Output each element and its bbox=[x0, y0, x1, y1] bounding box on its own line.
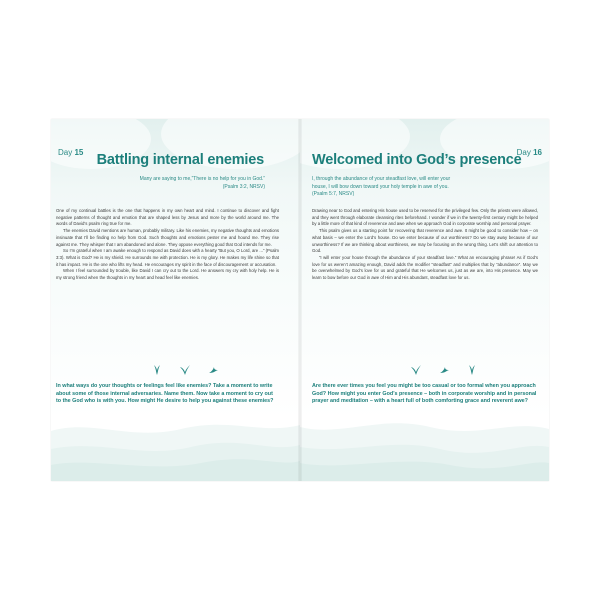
day-number: 16 bbox=[533, 148, 542, 157]
book-gutter bbox=[298, 119, 302, 481]
birds-ornament bbox=[151, 364, 241, 378]
body-text bbox=[312, 208, 538, 282]
bird-icon bbox=[410, 364, 422, 376]
scripture-verse: I, through the abundance of your steadfast love, will enter your house, I will bow down toward your holy temple in awe of you. (Psalm 5:7, NRSV) bbox=[312, 176, 451, 197]
paragraph: Drawing near to God and entering His house used to be reserved for the privileged few. Only the priests were allowed, and they went through elaborate cleansing rites beforehand. I wonder if we in the twenty-first century might be helped by a little more of that kind of reverence and awe when we approach God in corporate worship and personal prayer. bbox=[312, 208, 538, 227]
birds-ornament bbox=[410, 364, 500, 378]
paragraph: “I will enter your house through the abundance of your steadfast love.” What an encouraging phrase! As if God’s love for us weren’t amazing enough, David adds the modifier “steadfast” and multiplies that by “abundance”. May we be overwhelmed by God’s love for us and grateful that He welcomes us, just as we are, into His presence. May we learn to bow before our God in awe of Him and His abundant, steadfast love for us. bbox=[312, 254, 538, 281]
paragraph: The enemies David mentions are human, probably military. Like his enemies, my negative thoughts and emotions insinuate that I’ll be finding no help from God. Such thoughts and emotions pester me and hound me. They rise against me. They whisper that I am abandoned and alone. They oppose everything good that God intends for me. bbox=[56, 228, 279, 247]
right-page bbox=[300, 119, 549, 481]
reflection-question: In what ways do your thoughts or feelings feel like enemies? Take a moment to write about some of those internal adversaries. Name them. Now take a moment to cry out to the God who is with you. How might He desire to help you against these enemies? bbox=[56, 383, 274, 405]
bird-icon bbox=[151, 364, 163, 376]
paragraph: One of my continual battles is the one that happens in my own heart and mind. I continue to discover and fight negative patterns of thought and emotion that are shaped less by Jesus and more by the world around me. The words of David’s psalm ring true for me. bbox=[56, 208, 279, 227]
scripture-verse: Many are saying to me,“There is no help for you in God.” (Psalm 3:2, NRSV) bbox=[139, 176, 265, 190]
bird-icon bbox=[466, 364, 478, 376]
wave-decoration bbox=[300, 401, 549, 481]
page-title: Welcomed into God’s presence bbox=[312, 152, 522, 168]
bird-icon bbox=[438, 364, 450, 376]
day-word: Day bbox=[516, 148, 531, 157]
paragraph: When I feel surrounded by trouble, like David I can cry out to the Lord. He answers my cry with holy help. He is my strong friend when the thoughts in my heart and head feel like enemies. bbox=[56, 268, 279, 281]
bird-icon bbox=[179, 364, 191, 376]
left-page bbox=[51, 119, 300, 481]
reflection-question: Are there ever times you feel you might be too casual or too formal when you approach God? How might you enter God’s presence – both in corporate worship and in personal prayer and meditation – with a heart full of both comforting grace and reverent awe? bbox=[312, 383, 537, 405]
day-word: Day bbox=[58, 148, 73, 157]
day-label bbox=[58, 148, 83, 157]
paragraph: So I’m grateful when I am awake enough to respond as David does with a hearty “But you, O Lord, are ...” (Psalm 3:3). What is God? He is my shield. He surrounds me with protection. He is my glory. He makes my life shine so that it has impact. He is the one who lifts my head. He encourages my spirit in the face of discouragement or accusation. bbox=[56, 248, 279, 267]
day-number: 15 bbox=[74, 148, 84, 157]
wave-decoration bbox=[51, 401, 300, 481]
book-spread bbox=[51, 119, 549, 481]
paragraph: This psalm gives us a starting point for recovering that reverence and awe. It might be good to consider how – on what basis – we enter the Lord’s house. Do we enter because of our worthiness? Do we stay away because of our unworthiness? If we are thinking about worthiness, we may be focusing on the wrong thing. Let’s shift our attention to God. bbox=[312, 228, 538, 254]
bird-icon bbox=[207, 364, 219, 376]
body-text bbox=[56, 208, 279, 282]
page-title: Battling internal enemies bbox=[96, 152, 264, 168]
